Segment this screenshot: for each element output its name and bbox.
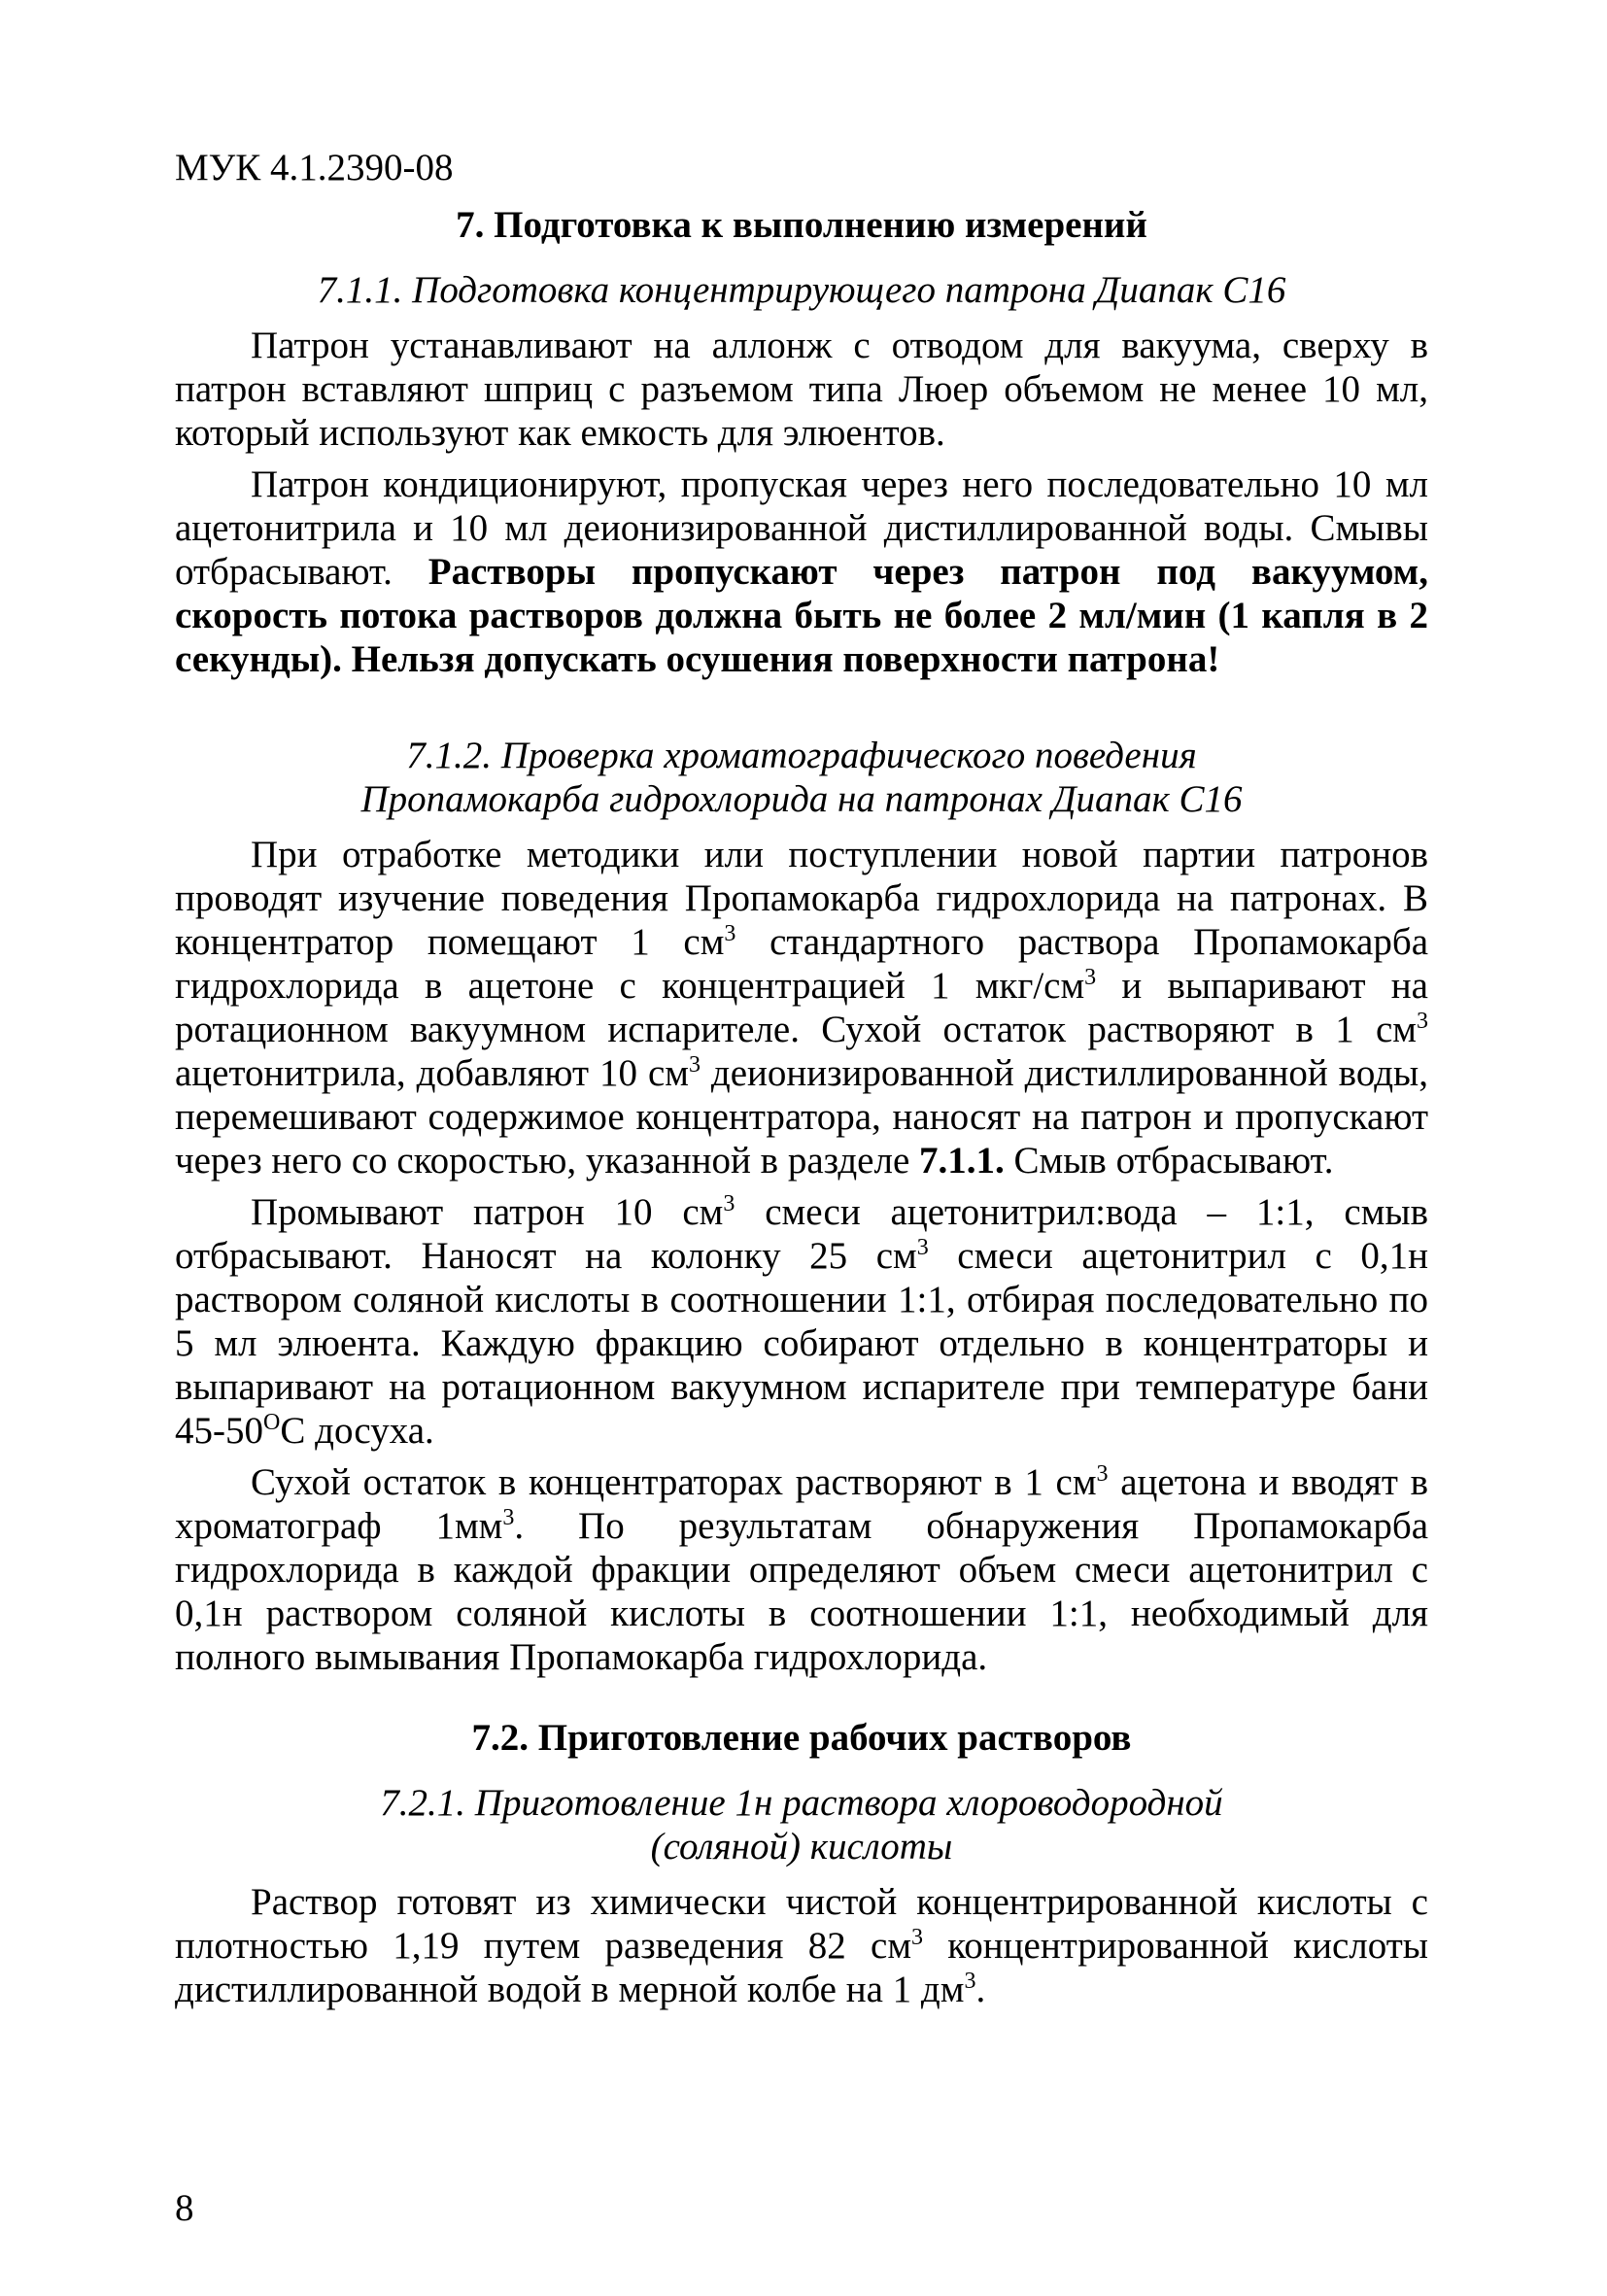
subsection-7-2-1-title-line2: (соляной) кислоты <box>650 1826 953 1868</box>
paragraph-text: . По результатам обнаружения Пропамокарба гидрохлорида в каждой фракции определяют объем смеси ацетонитрил с 0,1н раствором соляной кислоты в соотношении 1:1, необходимый для полного вымывания Пропамокарба гидрохлорида. <box>175 1505 1429 1678</box>
paragraph-text: Патрон кондиционируют, пропуская через него последовательно 10 мл ацетонитрила и 10 мл деионизированной дистиллированной воды. Смывы отбрасывают. <box>175 463 1428 593</box>
superscript: 3 <box>723 1191 735 1217</box>
subsection-7-1-2-title-line1: 7.1.2. Проверка хроматографического поведения <box>406 735 1197 776</box>
superscript: 3 <box>1417 1009 1428 1034</box>
section-7-title: 7. Подготовка к выполнению измерений <box>456 204 1147 246</box>
paragraph-text: При отработке методики или поступлении новой партии патронов проводят изучение поведения Пропамокарба гидрохлорида на патронах. В концентратор помещают 1 см <box>175 834 1428 963</box>
paragraph-text: деионизированной дистиллированной воды, перемешивают содержимое концентратора, наносят на патрон и пропускают через него со скоростью, указанной в разделе <box>175 1052 1428 1182</box>
paragraph-text: С досуха. <box>280 1410 434 1452</box>
paragraph-text: ацетонитрила, добавляют 10 см <box>175 1052 689 1094</box>
paragraph-7-1-1-1: Патрон устанавливают на аллонж с отводом для вакуума, сверху в патрон вставляют шприц с разъемом типа Люер объемом не менее 10 мл, который используют как емкость для элюентов. <box>175 325 1428 454</box>
superscript: 3 <box>1096 1461 1109 1487</box>
subsection-7-1-1-title-text: 7.1.1. Подготовка концентрирующего патрона Диапак С16 <box>317 269 1286 311</box>
paragraph-text: смеси ацетонитрил с 0,1н раствором соляной кислоты в соотношении 1:1, отбирая последовательно по 5 мл элюента. Каждую фракцию собирают отдельно в концентраторы и выпаривают на ротационном вакуумном испарителе при температуре бани 45-50 <box>175 1235 1429 1452</box>
paragraph-7-1-1-2 <box>175 463 1428 681</box>
paragraph-text: Смыв отбрасывают. <box>1004 1140 1334 1182</box>
spacer <box>175 689 1428 734</box>
paragraph-text: . <box>975 1969 986 2010</box>
paragraph-text: смеси ацетонитрил:вода – 1:1, смыв отбрасывают. Наносят на колонку 25 см <box>175 1191 1428 1277</box>
warning-text: Растворы пропускают через патрон под вакуумом, скорость потока растворов должна быть не более 2 мл/мин (1 капля в 2 секунды). Нельзя допускать осушения поверхности патрона! <box>175 551 1428 680</box>
superscript: 3 <box>1084 965 1097 990</box>
paragraph-text: Сухой остаток в концентраторах растворяют в 1 см <box>251 1461 1097 1503</box>
subsection-7-2-1-title-line1: 7.2.1. Приготовление 1н раствора хлороводородной <box>380 1782 1223 1824</box>
subsection-7-1-2-title <box>175 734 1428 821</box>
subsection-7-2-1-title <box>175 1781 1428 1868</box>
paragraph-text: стандартного раствора Пропамокарба гидрохлорида в ацетоне с концентрацией 1 мкг/см <box>175 921 1429 1007</box>
paragraph-text: Промывают патрон 10 см <box>251 1191 724 1233</box>
superscript: 3 <box>916 1235 929 1260</box>
paragraph-text: концентрированной кислоты дистиллированной водой в мерной колбе на 1 дм <box>175 1925 1429 2010</box>
paragraph-7-1-2-3 <box>175 1460 1428 1679</box>
superscript: 3 <box>964 1969 976 1994</box>
superscript: 3 <box>911 1925 924 1950</box>
superscript: 3 <box>724 921 736 946</box>
section-7-2-title: 7.2. Приготовление рабочих растворов <box>471 1717 1132 1759</box>
section-reference: 7.1.1. <box>919 1140 1005 1182</box>
page-number: 8 <box>175 2187 194 2229</box>
superscript: 3 <box>688 1052 701 1078</box>
spacer <box>175 1687 1428 1716</box>
document-page <box>175 146 1428 2019</box>
degree-superscript: О <box>263 1410 281 1435</box>
subsection-7-1-1-title <box>175 268 1428 312</box>
paragraph-text: ацетона и вводят в хроматограф 1мм <box>175 1461 1428 1547</box>
paragraph-text: и выпаривают на ротационном вакуумном испарителе. Сухой остаток растворяют в 1 см <box>175 965 1428 1050</box>
paragraph-7-2-1-1 <box>175 1880 1428 2011</box>
subsection-7-1-2-title-line2: Пропамокарба гидрохлорида на патронах Диапак С16 <box>360 778 1243 820</box>
document-code: МУК 4.1.2390-08 <box>175 147 454 188</box>
superscript: 3 <box>502 1505 515 1530</box>
paragraph-text: Раствор готовят из химически чистой концентрированной кислоты с плотностью 1,19 путем разведения 82 см <box>175 1881 1428 1967</box>
paragraph-7-1-2-2 <box>175 1190 1428 1453</box>
paragraph-7-1-2-1 <box>175 833 1428 1182</box>
